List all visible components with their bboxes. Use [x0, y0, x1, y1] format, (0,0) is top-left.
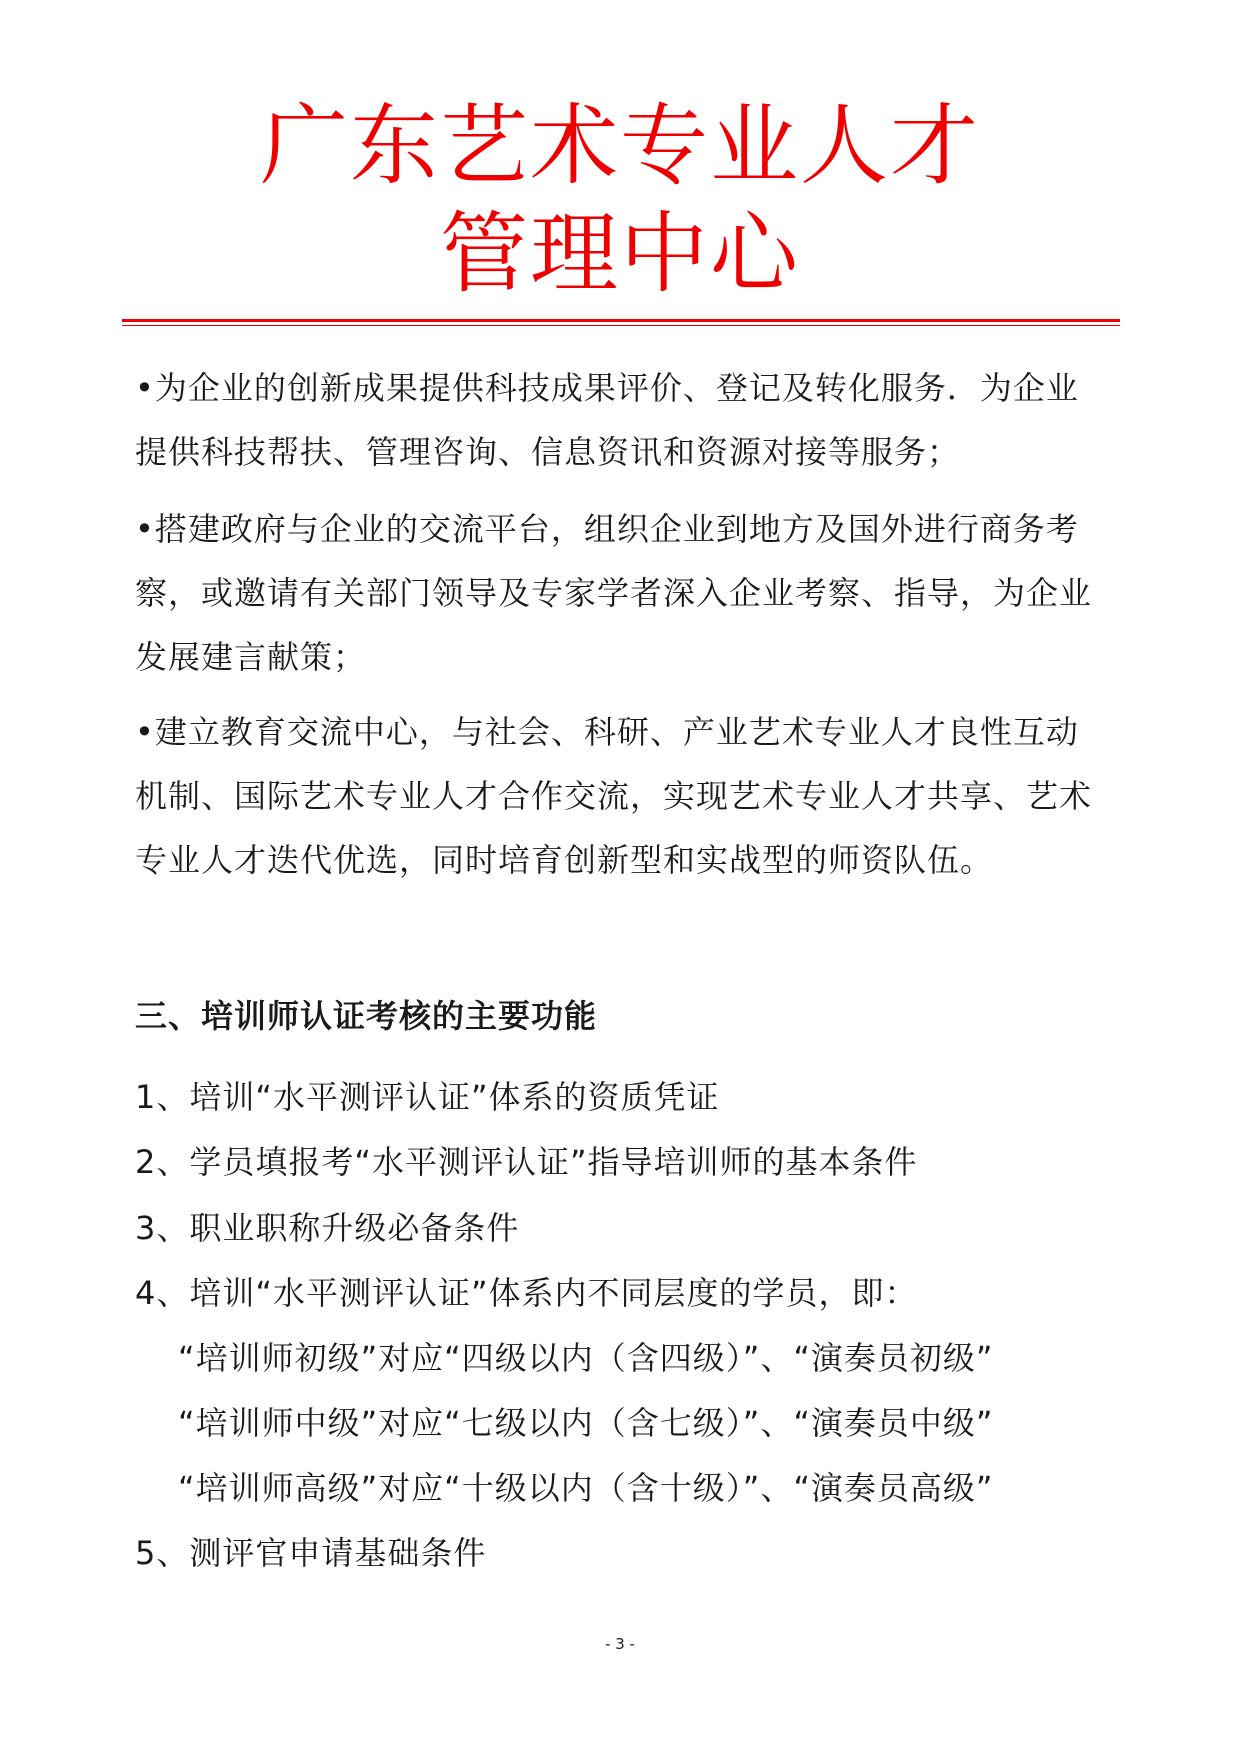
title-line-1: 广东艺术专业人才 [259, 94, 980, 197]
list-item: 1、培训“水平测评认证”体系的资质凭证 [135, 1078, 720, 1116]
header-divider-thick [122, 319, 1120, 322]
sub-list-item: “培训师初级”对应“四级以内（含四级）”、“演奏员初级” [178, 1339, 994, 1377]
sub-list-item: “培训师中级”对应“七级以内（含七级）”、“演奏员中级” [178, 1404, 994, 1442]
body-paragraph: •搭建政府与企业的交流平台，组织企业到地方及国外进行商务考察，或邀请有关部门领导及专家学者深入企业考察、指导，为企业发展建言献策； [135, 510, 1093, 676]
title-line-2: 管理中心 [439, 202, 800, 305]
body-paragraph: •为企业的创新成果提供科技成果评价、登记及转化服务．为企业提供科技帮扶、管理咨询、信息资讯和资源对接等服务； [135, 369, 1079, 471]
document-header [0, 92, 1240, 308]
sub-list-item: “培训师高级”对应“十级以内（含十级）”、“演奏员高级” [178, 1469, 994, 1507]
body-paragraph: •建立教育交流中心，与社会、科研、产业艺术专业人才良性互动机制、国际艺术专业人才合作交流，实现艺术专业人才共享、艺术专业人才迭代优选，同时培育创新型和实战型的师资队伍。 [135, 713, 1093, 879]
header-divider-thin [122, 325, 1120, 326]
page-number: - 3 - [605, 1635, 635, 1653]
list-item: 5、测评官申请基础条件 [135, 1534, 487, 1572]
list-item: 4、培训“水平测评认证”体系内不同层度的学员，即： [135, 1274, 918, 1312]
section-heading: 三、培训师认证考核的主要功能 [135, 997, 598, 1035]
list-item: 2、学员填报考“水平测评认证”指导培训师的基本条件 [135, 1143, 918, 1181]
list-item: 3、职业职称升级必备条件 [135, 1209, 520, 1247]
